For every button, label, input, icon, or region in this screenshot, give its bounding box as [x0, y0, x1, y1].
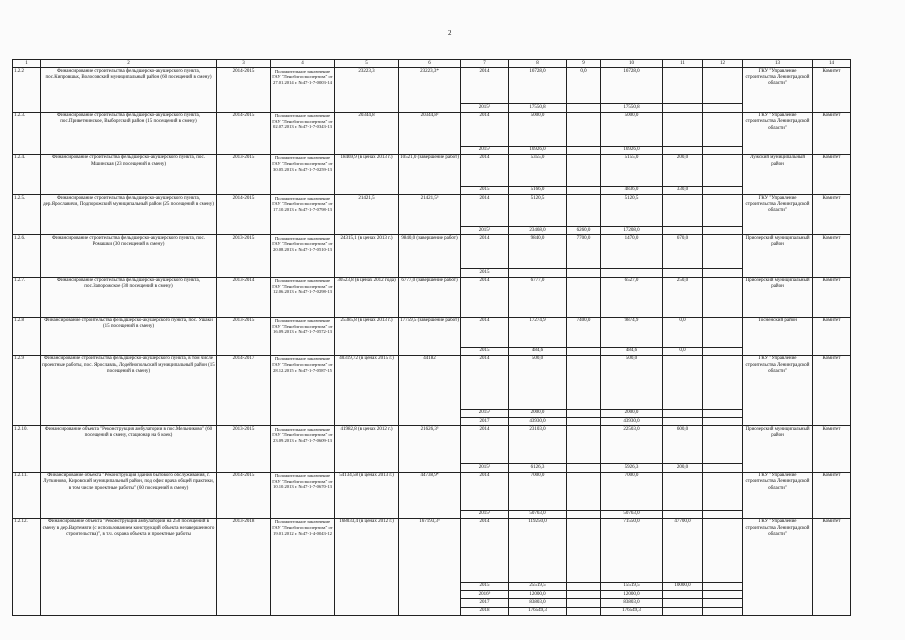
year-cell: 2015¹: [461, 104, 509, 112]
federal-cell: [567, 104, 601, 112]
other-cell: [703, 464, 743, 472]
other-cell: [703, 409, 743, 417]
federal-cell: [567, 277, 601, 317]
funding-limit: 167193,3⁵: [399, 518, 461, 615]
total-cell: 176549,3: [509, 607, 567, 615]
federal-cell: 0,0: [567, 68, 601, 104]
object-name: Финансирование строительства фельдшерско-акушерского пункта, пос. Ушаки (15 посещений в смену): [41, 317, 217, 355]
header-cell-9: 9: [567, 60, 601, 68]
other-cell: [703, 582, 743, 590]
other-cell: [703, 518, 743, 582]
table-row: [13, 518, 851, 582]
local-cell: 47700,0: [663, 518, 703, 582]
table-row: [13, 426, 851, 464]
object-name: Финансирование объекта "Реконструкция здания бытового обслуживания, г. Луткиново, Кировский муниципальный район, под офис врача общей практики, в том числе проектные работы" (60 посещений в смену): [41, 472, 217, 518]
committee: Комитет: [813, 317, 851, 355]
year-cell: 2014: [461, 154, 509, 186]
period: 2014-2015: [217, 112, 271, 154]
other-cell: [703, 355, 743, 409]
local-cell: [663, 269, 703, 277]
total-cell: 16926,0: [509, 146, 567, 154]
header-cell-7: 7: [461, 60, 509, 68]
header-cell-2: 2: [41, 60, 217, 68]
other-cell: [703, 186, 743, 194]
page-number: 2: [448, 29, 452, 37]
local-cell: [663, 472, 703, 510]
row-number: 1.2.3.: [13, 112, 41, 154]
expert-conclusion: Положительное заключение ГАУ "Леноблгосэкспертиза" от 27.01.2014 г. №47-1-7-0003-14: [271, 68, 335, 112]
estimated-cost: 18469,9 (в ценах 2013 г.): [335, 154, 399, 194]
executor: ГКУ "Управление строительства Ленинградской области": [743, 518, 813, 615]
total-cell: [509, 269, 567, 277]
local-cell: [663, 599, 703, 607]
regional-cell: [601, 269, 663, 277]
executor: ГКУ "Управление строительства Ленинградской области": [743, 68, 813, 112]
regional-cell: 5155,0: [601, 154, 663, 186]
committee: Комитет: [813, 235, 851, 277]
funding-limit: 6777,0 (завершение работ): [399, 277, 461, 317]
federal-cell: [567, 510, 601, 518]
object-name: Финансирование строительства фельдшерско-акушерского пункта, пос. Мшинская (23 посещений в смену): [41, 154, 217, 194]
period: 2014-2015: [217, 472, 271, 518]
period: 2014-2017: [217, 355, 271, 426]
header-cell-14: 14: [813, 60, 851, 68]
total-cell: 23468,0: [509, 227, 567, 235]
executor: Приозерский муниципальный район: [743, 277, 813, 317]
header-cell-4: 4: [271, 60, 335, 68]
year-cell: 2015¹: [461, 409, 509, 417]
local-cell: 670,0: [663, 235, 703, 269]
year-cell: 2016⁶: [461, 591, 509, 599]
estimated-cost: 25385,8 (в ценах 2013 г.): [335, 317, 399, 355]
local-cell: 600,0: [663, 426, 703, 464]
estimated-cost: 40319,72 (в ценах 2015 г.): [335, 355, 399, 426]
regional-cell: 5000,0: [601, 112, 663, 146]
federal-cell: 7400,0: [567, 317, 601, 347]
total-cell: 119250,0: [509, 518, 567, 582]
federal-cell: 6260,0: [567, 227, 601, 235]
funding-limit: 21421,5³: [399, 195, 461, 235]
federal-cell: [567, 464, 601, 472]
other-cell: [703, 104, 743, 112]
committee: Комитет: [813, 154, 851, 194]
regional-cell: 16728,0: [601, 68, 663, 104]
year-cell: 2015: [461, 347, 509, 355]
expert-conclusion: Положительное заключение ГАУ "Леноблгосэкспертиза" от 28.12.2015 г. №47-1-7-0587-15: [271, 355, 335, 426]
year-cell: 2015¹: [461, 227, 509, 235]
year-cell: 2015: [461, 582, 509, 590]
local-cell: [663, 104, 703, 112]
total-cell: 43930,0: [509, 418, 567, 426]
table-row: [13, 472, 851, 510]
year-cell: 2014: [461, 235, 509, 269]
year-cell: 2015¹: [461, 464, 509, 472]
total-cell: 83803,0: [509, 599, 567, 607]
regional-cell: 2000,0: [601, 409, 663, 417]
object-name: Финансирование объекта "Реконструкция амбулатории в пос.Мельниково" (60 посещений в смену, стационар на 6 коек): [41, 426, 217, 472]
total-cell: 17550,8: [509, 104, 567, 112]
local-cell: 10000,0: [663, 582, 703, 590]
expert-conclusion: Положительное заключение ГАУ "Леноблгосэкспертиза" от 20.08.2013 г. №47-1-7-0510-13: [271, 235, 335, 277]
other-cell: [703, 269, 743, 277]
row-number: 1.2.11.: [13, 472, 41, 518]
committee: Комитет: [813, 277, 851, 317]
federal-cell: 7700,0: [567, 235, 601, 269]
expert-conclusion: Положительное заключение ГАУ "Леноблгосэкспертиза" от 30.05.2013 г. №47-1-7-0259-13: [271, 154, 335, 194]
federal-cell: [567, 418, 601, 426]
period: 2014-2015: [217, 68, 271, 112]
year-cell: 2014: [461, 518, 509, 582]
table-row: [13, 112, 851, 146]
regional-cell: 4836,0: [601, 186, 663, 194]
other-cell: [703, 68, 743, 104]
year-cell: 2015¹: [461, 510, 509, 518]
federal-cell: [567, 195, 601, 227]
federal-cell: [567, 154, 601, 186]
row-number: 1.2.12.: [13, 518, 41, 615]
funding-limit: 17759,5 (завершение работ): [399, 317, 461, 355]
period: 2013-2015: [217, 317, 271, 355]
regional-cell: 43930,0: [601, 418, 663, 426]
table-row: [13, 68, 851, 104]
expert-conclusion: Положительное заключение ГАУ "Леноблгосэкспертиза" от 12.06.2013 г. №47-1-7-0298-13: [271, 277, 335, 317]
other-cell: [703, 146, 743, 154]
year-cell: 2014: [461, 195, 509, 227]
regional-cell: 50763,0: [601, 510, 663, 518]
table-row: [13, 195, 851, 227]
header-cell-6: 6: [399, 60, 461, 68]
header-cell-1: 1: [13, 60, 41, 68]
total-cell: 7000,0: [509, 472, 567, 510]
object-name: Финансирование строительства фельдшерско-акушерского пункта, дер.Ярославичи, Подпорожский муниципальный район (25 посещений в смену): [41, 195, 217, 235]
federal-cell: [567, 582, 601, 590]
total-cell: 6126,3: [509, 464, 567, 472]
year-cell: 2014: [461, 472, 509, 510]
estimated-cost: 168033,4 (в ценах 2012 г.): [335, 518, 399, 615]
period: 2014-2015: [217, 195, 271, 235]
year-cell: 2014: [461, 317, 509, 347]
local-cell: [663, 355, 703, 409]
local-cell: 200,0: [663, 154, 703, 186]
estimated-cost: 30523,8 (в ценах 2012 года): [335, 277, 399, 317]
executor: ГКУ "Управление строительства Ленинградской области": [743, 195, 813, 235]
table-body: [13, 60, 851, 616]
header-cell-5: 5: [335, 60, 399, 68]
header-cell-10: 10: [601, 60, 663, 68]
estimated-cost: 23223,3: [335, 68, 399, 112]
local-cell: [663, 112, 703, 146]
funding-limit: 20344,8²: [399, 112, 461, 154]
header-cell-13: 13: [743, 60, 813, 68]
funding-limit: 44182: [399, 355, 461, 426]
row-number: 1.2.8: [13, 317, 41, 355]
other-cell: [703, 472, 743, 510]
other-cell: [703, 607, 743, 615]
object-name: Финансирование строительства фельдшерско-акушерского пункта, в том числе проектные работы, пос. Ярославль, Лодейнопольский муниципальный район (15 посещений в смену): [41, 355, 217, 426]
federal-cell: [567, 599, 601, 607]
year-cell: 2014: [461, 277, 509, 317]
total-cell: 9840,0: [509, 235, 567, 269]
executor: Лужский муниципальный район: [743, 154, 813, 194]
committee: Комитет: [813, 426, 851, 472]
federal-cell: [567, 269, 601, 277]
federal-cell: [567, 112, 601, 146]
local-cell: [663, 418, 703, 426]
expert-conclusion: Положительное заключение ГАУ "Леноблгосэкспертиза" от 23.09.2013 г. №47-1-7-0609-13: [271, 426, 335, 472]
year-cell: 2017: [461, 599, 509, 607]
header-cell-12: 12: [703, 60, 743, 68]
other-cell: [703, 235, 743, 269]
other-cell: [703, 112, 743, 146]
regional-cell: 9874,9: [601, 317, 663, 347]
executor: ГКУ "Управление строительства Ленинградской области": [743, 112, 813, 154]
local-cell: [663, 227, 703, 235]
expert-conclusion: Положительное заключение ГАУ "Леноблгосэкспертиза" от 02.07.2013 г. №47-1-7-0343-13: [271, 112, 335, 154]
year-cell: 2015: [461, 186, 509, 194]
federal-cell: [567, 355, 601, 409]
regional-cell: 6527,0: [601, 277, 663, 317]
executor: Приозерский муниципальный район: [743, 235, 813, 277]
total-cell: 16728,0: [509, 68, 567, 104]
object-name: Финансирование строительства фельдшерско-акушерского пункта, пос. Ромашки (30 посещений в смену): [41, 235, 217, 277]
federal-cell: [567, 426, 601, 464]
total-cell: 5166,0: [509, 186, 567, 194]
regional-cell: 17208,0: [601, 227, 663, 235]
total-cell: 484,6: [509, 347, 567, 355]
local-cell: [663, 607, 703, 615]
regional-cell: 12000,0: [601, 591, 663, 599]
regional-cell: 71550,0: [601, 518, 663, 582]
expert-conclusion: Положительное заключение ГАУ "Леноблгосэкспертиза" от 17.10.2013 г. №47-1-7-0798-13: [271, 195, 335, 235]
other-cell: [703, 418, 743, 426]
other-cell: [703, 426, 743, 464]
year-cell: 2014: [461, 68, 509, 104]
total-cell: 5120,5: [509, 195, 567, 227]
local-cell: 0,0: [663, 317, 703, 347]
other-cell: [703, 317, 743, 347]
row-number: 1.2.9: [13, 355, 41, 426]
estimated-cost: 41982,8 (в ценах 2012 г.): [335, 426, 399, 472]
local-cell: [663, 195, 703, 227]
object-name: Финансирование строительства фельдшерско-акушерского пункта, пос.Приветнинское, Выборгский район (15 посещений в смену): [41, 112, 217, 154]
funding-limit: 10521,0 (завершение работ): [399, 154, 461, 194]
other-cell: [703, 277, 743, 317]
regional-cell: 484,6: [601, 347, 663, 355]
committee: Комитет: [813, 472, 851, 518]
table-row: [13, 235, 851, 269]
expert-conclusion: Положительное заключение ГАУ "Леноблгосэкспертиза" от 16.09.2013 г. №47-1-7-0572-13: [271, 317, 335, 355]
total-cell: 50763,0: [509, 510, 567, 518]
total-cell: 23103,0: [509, 426, 567, 464]
year-cell: 2017: [461, 418, 509, 426]
total-cell: 25519,5: [509, 582, 567, 590]
row-number: 1.2.7.: [13, 277, 41, 317]
other-cell: [703, 154, 743, 186]
other-cell: [703, 195, 743, 227]
row-number: 1.2.6.: [13, 235, 41, 277]
regional-cell: 7000,0: [601, 472, 663, 510]
period: 2013-2014: [217, 277, 271, 317]
regional-cell: 15519,5: [601, 582, 663, 590]
object-name: Финансирование строительства фельдшерско-акушерского пункта, пос.Кипровшьк, Волосовский муниципальный район (60 посещений в смену): [41, 68, 217, 112]
regional-cell: 1470,0: [601, 235, 663, 269]
total-cell: 12000,0: [509, 591, 567, 599]
row-number: 1.2.2: [13, 68, 41, 112]
period: 2013-2015: [217, 235, 271, 277]
committee: Комитет: [813, 68, 851, 112]
estimated-cost: 21421,5: [335, 195, 399, 235]
executor: Тосненский район: [743, 317, 813, 355]
total-cell: 17274,9: [509, 317, 567, 347]
local-cell: 0,0: [663, 347, 703, 355]
federal-cell: [567, 186, 601, 194]
committee: Комитет: [813, 112, 851, 154]
year-cell: 2014: [461, 355, 509, 409]
local-cell: 330,0: [663, 186, 703, 194]
regional-cell: 16926,0: [601, 146, 663, 154]
header-cell-3: 3: [217, 60, 271, 68]
other-cell: [703, 227, 743, 235]
regional-cell: 176549,3: [601, 607, 663, 615]
federal-cell: [567, 146, 601, 154]
total-cell: 5355,0: [509, 154, 567, 186]
funding-limit: 44738,9⁴: [399, 472, 461, 518]
other-cell: [703, 591, 743, 599]
row-number: 1.2.10.: [13, 426, 41, 472]
estimated-cost: 20344,8: [335, 112, 399, 154]
expert-conclusion: Положительное заключение ГАУ "Леноблгосэкспертиза" от 19.01.2012 г. №47-1-4-0043-12: [271, 518, 335, 615]
table-row: [13, 154, 851, 186]
table-row: [13, 277, 851, 317]
federal-cell: [567, 409, 601, 417]
committee: Комитет: [813, 195, 851, 235]
local-cell: [663, 409, 703, 417]
local-cell: [663, 146, 703, 154]
row-number: 1.2.4.: [13, 154, 41, 194]
regional-cell: 83803,0: [601, 599, 663, 607]
executor: ГКУ "Управление строительства Ленинградской области": [743, 472, 813, 518]
local-cell: 200,0: [663, 464, 703, 472]
local-cell: [663, 510, 703, 518]
header-cell-11: 11: [663, 60, 703, 68]
year-cell: 2018: [461, 607, 509, 615]
regional-cell: 17550,8: [601, 104, 663, 112]
estimated-cost: 24315,1 (в ценах 2013 г.): [335, 235, 399, 277]
committee: Комитет: [813, 355, 851, 426]
funding-limit: 9840,0 (завершение работ): [399, 235, 461, 277]
estimated-cost: 54134,58 (в ценах 2013 г.): [335, 472, 399, 518]
regional-cell: 22503,0: [601, 426, 663, 464]
other-cell: [703, 510, 743, 518]
year-cell: 2015: [461, 269, 509, 277]
expert-conclusion: Положительное заключение ГАУ "Леноблгосэкспертиза" от 10.10.2013 г. №47-1-7-0670-13: [271, 472, 335, 518]
executor: Приозерский муниципальный район: [743, 426, 813, 472]
regional-cell: 5120,5: [601, 195, 663, 227]
period: 2013-2018: [217, 518, 271, 615]
federal-cell: [567, 472, 601, 510]
executor: ГКУ "Управление строительства Ленинградской области": [743, 355, 813, 426]
object-name: Финансирование объекта "Реконструкция амбулатории на 250 посещений в смену в дер.Вартемяги (с использованием конструкций объекта незавершенного строительства)", в т.ч. охрана объекта и проектные работы: [41, 518, 217, 615]
total-cell: 500,0: [509, 355, 567, 409]
year-cell: 2014: [461, 112, 509, 146]
year-cell: 2014: [461, 426, 509, 464]
program-table: [12, 59, 851, 616]
total-cell: 5000,0: [509, 112, 567, 146]
period: 2013-2015: [217, 154, 271, 194]
row-number: 1.2.5.: [13, 195, 41, 235]
committee: Комитет: [813, 518, 851, 615]
funding-limit: 21626,3³: [399, 426, 461, 472]
header-cell-8: 8: [509, 60, 567, 68]
table-row: [13, 317, 851, 347]
total-cell: 6777,0: [509, 277, 567, 317]
local-cell: [663, 591, 703, 599]
object-name: Финансирование строительства фельдшерско-акушерского пункта, пос.Запорожское (30 посещений в смену): [41, 277, 217, 317]
header-row: [13, 60, 851, 68]
table-row: [13, 355, 851, 409]
period: 2013-2015: [217, 426, 271, 472]
funding-limit: 23223,3*: [399, 68, 461, 112]
local-cell: [663, 68, 703, 104]
federal-cell: [567, 347, 601, 355]
total-cell: 2000,0: [509, 409, 567, 417]
other-cell: [703, 347, 743, 355]
other-cell: [703, 599, 743, 607]
local-cell: 250,0: [663, 277, 703, 317]
federal-cell: [567, 518, 601, 582]
regional-cell: 500,0: [601, 355, 663, 409]
regional-cell: 5926,3: [601, 464, 663, 472]
year-cell: 2015¹: [461, 146, 509, 154]
federal-cell: [567, 591, 601, 599]
federal-cell: [567, 607, 601, 615]
